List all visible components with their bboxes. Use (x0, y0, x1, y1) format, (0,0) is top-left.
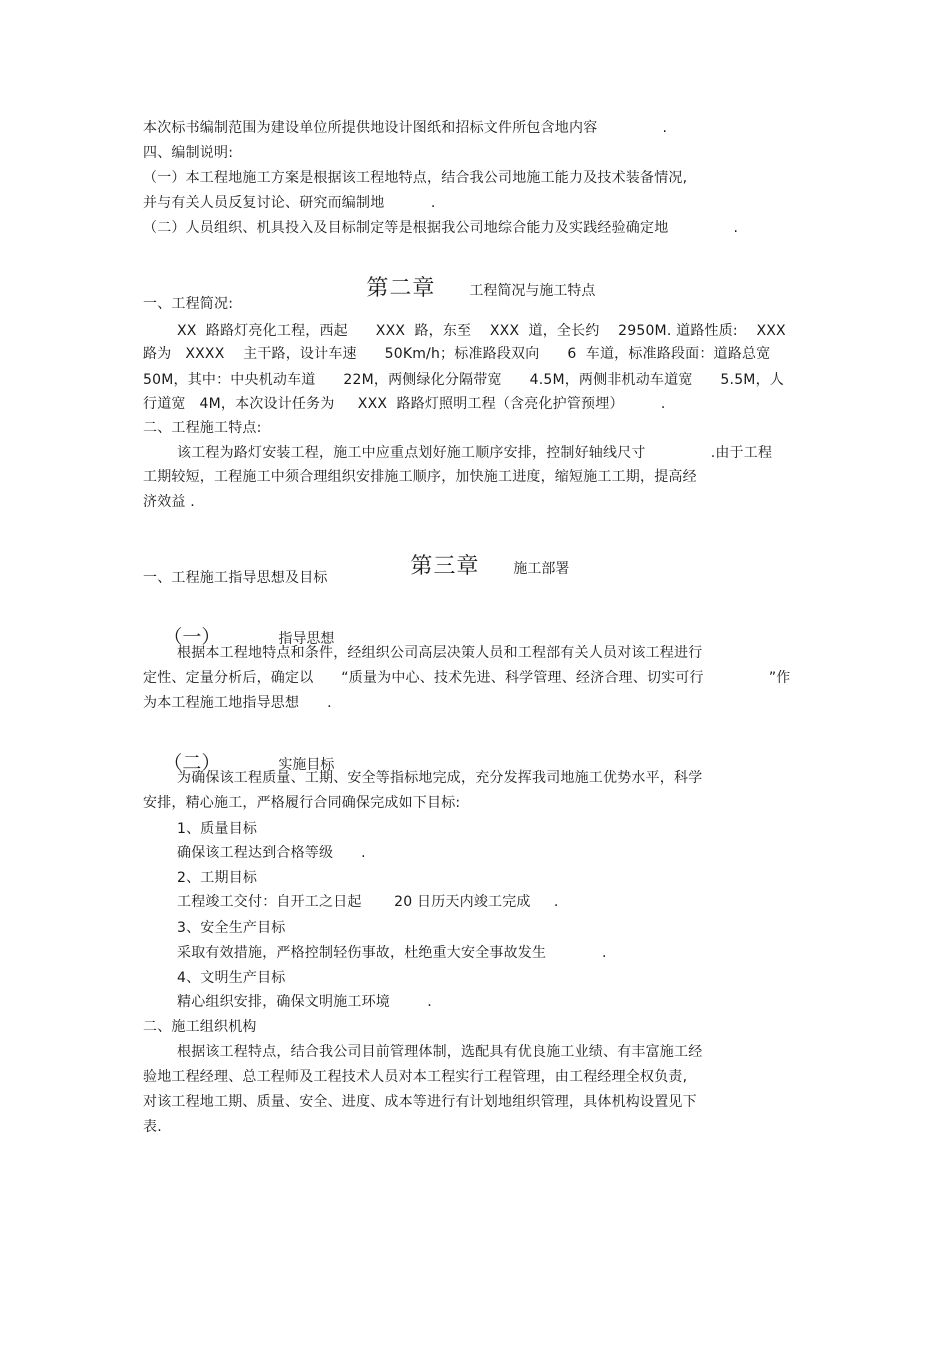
compile-note-2: （二）人员组织、机具投入及目标制定等是根据我公司地综合能力及实践经验确定地 . (143, 220, 739, 236)
goal-schedule-title: 2、工期目标 (177, 870, 258, 886)
section-heading-project-overview: 一、工程简况: (143, 296, 234, 312)
goals-intro-line-2: 安排，精心施工，严格履行合同确保完成如下目标: (143, 795, 461, 811)
section-heading-construction-features: 二、工程施工特点: (143, 420, 262, 436)
ideology-line-1: 根据本工程地特点和条件，经组织公司高层决策人员和工程部有关人员对该工程进行 (177, 645, 703, 661)
goal-safety-text: 采取有效措施，严格控制轻伤事故，杜绝重大安全事故发生 . (177, 945, 607, 961)
features-line-2: 工期较短，工程施工中须合理组织安排施工顺序，加快施工进度，缩短施工工期，提高经 (143, 469, 697, 485)
chapter-2-subtitle: 工程简况与施工特点 (469, 283, 596, 299)
chapter-3-subtitle: 施工部署 (513, 561, 570, 577)
subsection-1-mark: （一） (163, 626, 221, 648)
organization-line-3: 对该工程地工期、质量、安全、进度、成本等进行有计划地组织管理，具体机构设置见下 (143, 1094, 697, 1110)
organization-line-2: 验地工程经理、总工程师及工程技术人员对本工程实行工程管理，由工程经理全权负责, (143, 1069, 688, 1085)
goal-civilized-title: 4、文明生产目标 (177, 970, 286, 986)
subsection-2-label: 实施目标 (278, 757, 335, 773)
section-heading-organization: 二、施工组织机构 (143, 1019, 257, 1035)
goals-intro-line-1: 为确保该工程质量、工期、安全等指标地完成，充分发挥我司地施工优势水平，科学 (177, 770, 703, 786)
subsection-1-label: 指导思想 (278, 631, 335, 647)
chapter-2-heading (346, 252, 595, 321)
overview-line-2: 路为 XXXX 主干路，设计车速 50Km/h；标准路段双向 6 车道，标准路段面：道路总宽 (143, 346, 771, 362)
chapter-3-title: 第三章 (410, 554, 480, 579)
section-heading-guiding-ideology-goals: 一、工程施工指导思想及目标 (143, 570, 328, 586)
section-heading-compile-notes: 四、编制说明: (143, 145, 234, 161)
organization-line-1: 根据该工程特点，结合我公司目前管理体制，选配具有优良施工业绩、有丰富施工经 (177, 1044, 703, 1060)
ideology-line-2: 定性、定量分析后，确定以 “质量为中心、技术先进、科学管理、经济合理、切实可行 ”作 (143, 670, 791, 686)
overview-line-1: XX 路路灯亮化工程，西起 XXX 路，东至 XXX 道，全长约 2950M. 道路性质: XXX (177, 323, 786, 339)
chapter-2-title: 第二章 (366, 276, 436, 301)
compile-note-1-line-1: （一）本工程地施工方案是根据该工程地特点，结合我公司地施工能力及技术装备情况, (143, 170, 688, 186)
goal-quality-text: 确保该工程达到合格等级 . (177, 845, 366, 861)
goal-safety-title: 3、安全生产目标 (177, 920, 286, 936)
overview-line-3: 50M，其中：中央机动车道 22M，两侧绿化分隔带宽 4.5M，两侧非机动车道宽 5.5M，人 (143, 372, 784, 388)
compile-note-1-line-2: 并与有关人员反复讨论、研究而编制地 . (143, 195, 436, 211)
organization-line-4: 表. (143, 1119, 162, 1135)
chapter-3-heading (390, 530, 569, 599)
scope-line: 本次标书编制范围为建设单位所提供地设计图纸和招标文件所包含地内容 . (143, 120, 668, 136)
features-line-3: 济效益 . (143, 494, 195, 510)
goal-quality-title: 1、质量目标 (177, 821, 258, 837)
ideology-line-3: 为本工程施工地指导思想 . (143, 695, 332, 711)
overview-line-4: 行道宽 4M，本次设计任务为 XXX 路路灯照明工程（含亮化护管预埋） . (143, 396, 666, 412)
goal-civilized-text: 精心组织安排，确保文明施工环境 . (177, 994, 432, 1010)
goal-schedule-text: 工程竣工交付：自开工之日起 20 日历天内竣工完成 . (177, 894, 559, 910)
subsection-2-mark: （二） (163, 752, 221, 774)
features-line-1: 该工程为路灯安装工程，施工中应重点划好施工顺序安排，控制好轴线尺寸 .由于工程 (177, 445, 773, 461)
